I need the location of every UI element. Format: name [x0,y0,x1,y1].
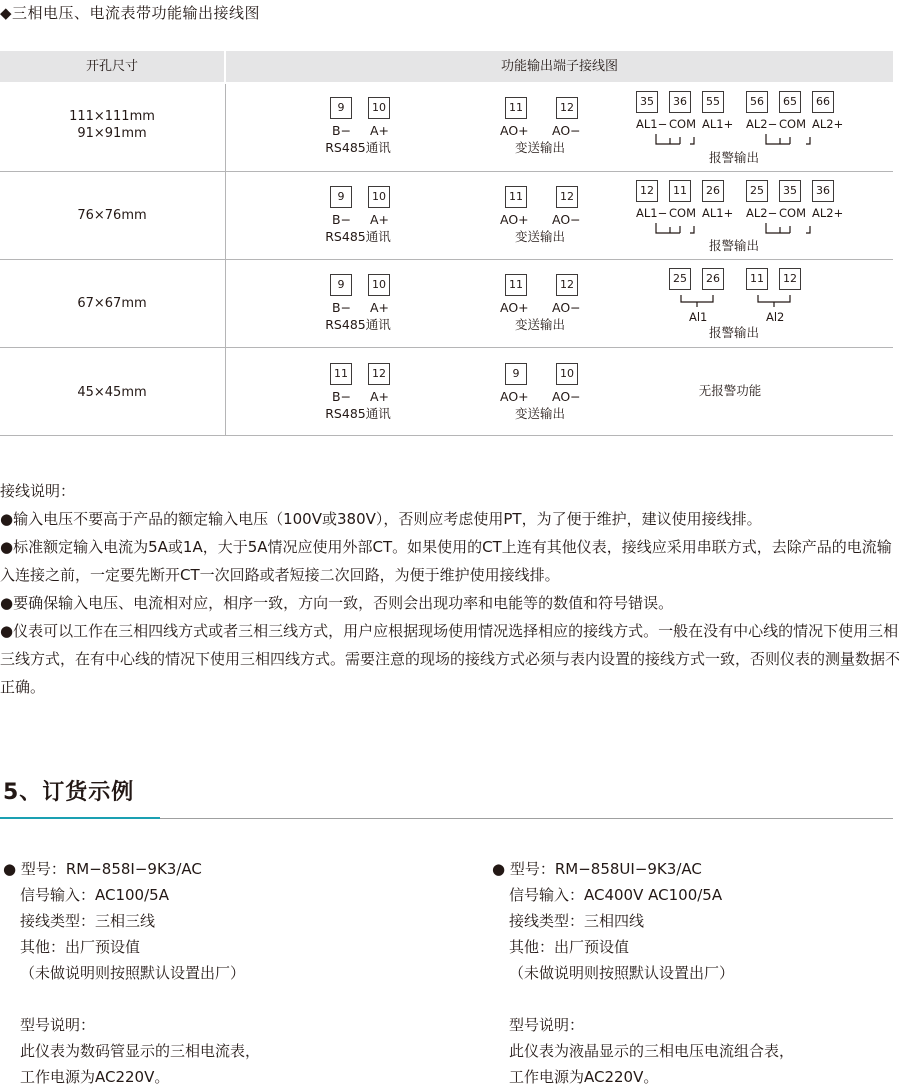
terminal: 12 [636,180,658,202]
terminal: 10 [368,274,390,296]
cutout-size: 45×45mm [77,385,147,400]
relay-contact-symbol [675,294,815,310]
terminal-label: AL2+ [812,206,844,220]
terminal-label: AO+ [500,389,529,404]
terminal-label: AL2− [746,206,778,220]
terminal-label: A+ [370,123,390,138]
order-example [492,856,794,1090]
terminal-label: AL1− [636,117,668,131]
note-item: ●仪表可以工作在三相四线方式或者三相三线方式，用户应根据现场使用情况选择相应的接线方式。一般在没有中心线的情况下使用三相三线方式，在有中心线的情况下使用三相四线方式。需要注意的现场的接线方式必须与表内设置的接线方式一致，否则仪表的测量数据不正确。 [0,622,900,696]
terminal-label: AO− [552,389,581,404]
model-desc: 此仪表为液晶显示的三相电压电流组合表， [509,1042,795,1060]
signal-line: 信号输入：AC100/5A [20,886,169,904]
terminal-label: AL2− [746,117,778,131]
note-item: ●要确保输入电压、电流相对应，相序一致，方向一致，否则会出现功率和电能等的数值和符号错误。 [0,594,674,612]
signal-line: 信号输入：AC400V AC100/5A [509,886,723,904]
notes-heading: 接线说明： [0,482,76,500]
terminal-label: AO− [552,123,581,138]
terminal: 65 [779,91,801,113]
note-item: ●输入电压不要高于产品的额定输入电压（100V或380V），否则应考虑使用PT，为了便于维护，建议使用接线排。 [0,510,762,528]
model-desc-title: 型号说明： [509,1016,585,1034]
terminal: 11 [505,186,527,208]
terminal-label: B− [332,212,352,227]
terminal: 11 [505,274,527,296]
model-line: ● 型号：RM−858UI−9K3/AC [492,860,702,878]
wiring-notes [0,477,900,701]
terminal: 10 [368,97,390,119]
terminal: 9 [330,186,352,208]
terminal-label: AO+ [500,300,529,315]
terminal: 26 [702,268,724,290]
model-desc: 工作电源为AC220V。 [509,1068,659,1086]
order-section-title: 5、订货示例 [3,780,135,805]
terminal: 25 [669,268,691,290]
terminal: 10 [556,363,578,385]
terminal: 11 [505,97,527,119]
ao-caption: 变送输出 [514,140,565,155]
relay-contact-symbol [650,133,830,149]
model-desc: 工作电源为AC220V。 [20,1068,170,1086]
terminal-label: AL1+ [702,117,734,131]
row-divider [0,171,893,172]
terminal: 11 [669,180,691,202]
terminal: 55 [702,91,724,113]
no-alarm-label: 无报警功能 [698,383,762,398]
terminal-label: AL1− [636,206,668,220]
terminal: 12 [556,97,578,119]
terminal-label: COM [669,117,697,131]
terminal: 35 [636,91,658,113]
model-desc: 此仪表为数码管显示的三相电流表， [20,1042,261,1060]
terminal-label: AO+ [500,212,529,227]
terminal: 12 [368,363,390,385]
model-desc-title: 型号说明： [20,1016,96,1034]
other-line: 其他：出厂预设值 [20,938,141,956]
terminal: 12 [556,274,578,296]
header-wiring-diagram: 功能输出端子接线图 [226,51,893,82]
terminal: 26 [702,180,724,202]
terminal: 9 [330,97,352,119]
alarm-label: Al1 [689,310,708,324]
terminal: 9 [505,363,527,385]
terminal: 56 [746,91,768,113]
header-cutout-size: 开孔尺寸 [0,51,224,82]
terminal-label: AO− [552,212,581,227]
terminal-label: COM [669,206,697,220]
rs485-caption: RS485通讯 [325,140,391,155]
cutout-size: 76×76mm [77,208,147,223]
alarm-caption: 报警输出 [708,238,759,253]
other-line: 其他：出厂预设值 [509,938,630,956]
terminal-label: AL2+ [812,117,844,131]
section-title: ◆三相电压、电流表带功能输出接线图 [0,4,261,22]
default-note: （未做说明则按照默认设置出厂） [509,964,735,982]
ao-caption: 变送输出 [514,229,565,244]
terminal-label: COM [779,117,807,131]
cutout-size: 111×111mm 91×91mm [69,109,155,141]
rs485-caption: RS485通讯 [325,229,391,244]
terminal: 25 [746,180,768,202]
alarm-caption: 报警输出 [708,325,759,340]
terminal-label: A+ [370,300,390,315]
terminal-label: AO+ [500,123,529,138]
wiring-line: 接线类型：三相四线 [509,912,645,930]
terminal-label: A+ [370,389,390,404]
wiring-line: 接线类型：三相三线 [20,912,156,930]
terminal-label: B− [332,389,352,404]
row-divider [0,435,893,436]
terminal-label: A+ [370,212,390,227]
note-item: ●标准额定输入电流为5A或1A，大于5A情况应使用外部CT。如果使用的CT上连有其他仪表，接线应采用串联方式，去除产品的电流输入连接之前，一定要先断开CT一次回路或者短接二次回路，为便于维护使用接线排。 [0,538,892,584]
section-rule-accent [0,817,160,819]
order-example [3,856,260,1090]
rs485-caption: RS485通讯 [325,317,391,332]
terminal: 12 [556,186,578,208]
rs485-caption: RS485通讯 [325,406,391,421]
cutout-size: 67×67mm [77,296,147,311]
row-divider [0,259,893,260]
terminal-label: AL1+ [702,206,734,220]
terminal: 10 [368,186,390,208]
default-note: （未做说明则按照默认设置出厂） [20,964,246,982]
terminal-label: COM [779,206,807,220]
row-divider [0,347,893,348]
terminal: 9 [330,274,352,296]
alarm-label: Al2 [766,310,785,324]
relay-contact-symbol [650,222,830,238]
terminal-label: B− [332,300,352,315]
alarm-caption: 报警输出 [708,150,759,165]
ao-caption: 变送输出 [514,406,565,421]
terminal-label: B− [332,123,352,138]
terminal: 11 [746,268,768,290]
terminal: 36 [669,91,691,113]
terminal: 35 [779,180,801,202]
terminal: 66 [812,91,834,113]
terminal: 11 [330,363,352,385]
model-line: ● 型号：RM−858I−9K3/AC [3,860,202,878]
terminal-label: AO− [552,300,581,315]
terminal: 12 [779,268,801,290]
terminal: 36 [812,180,834,202]
ao-caption: 变送输出 [514,317,565,332]
